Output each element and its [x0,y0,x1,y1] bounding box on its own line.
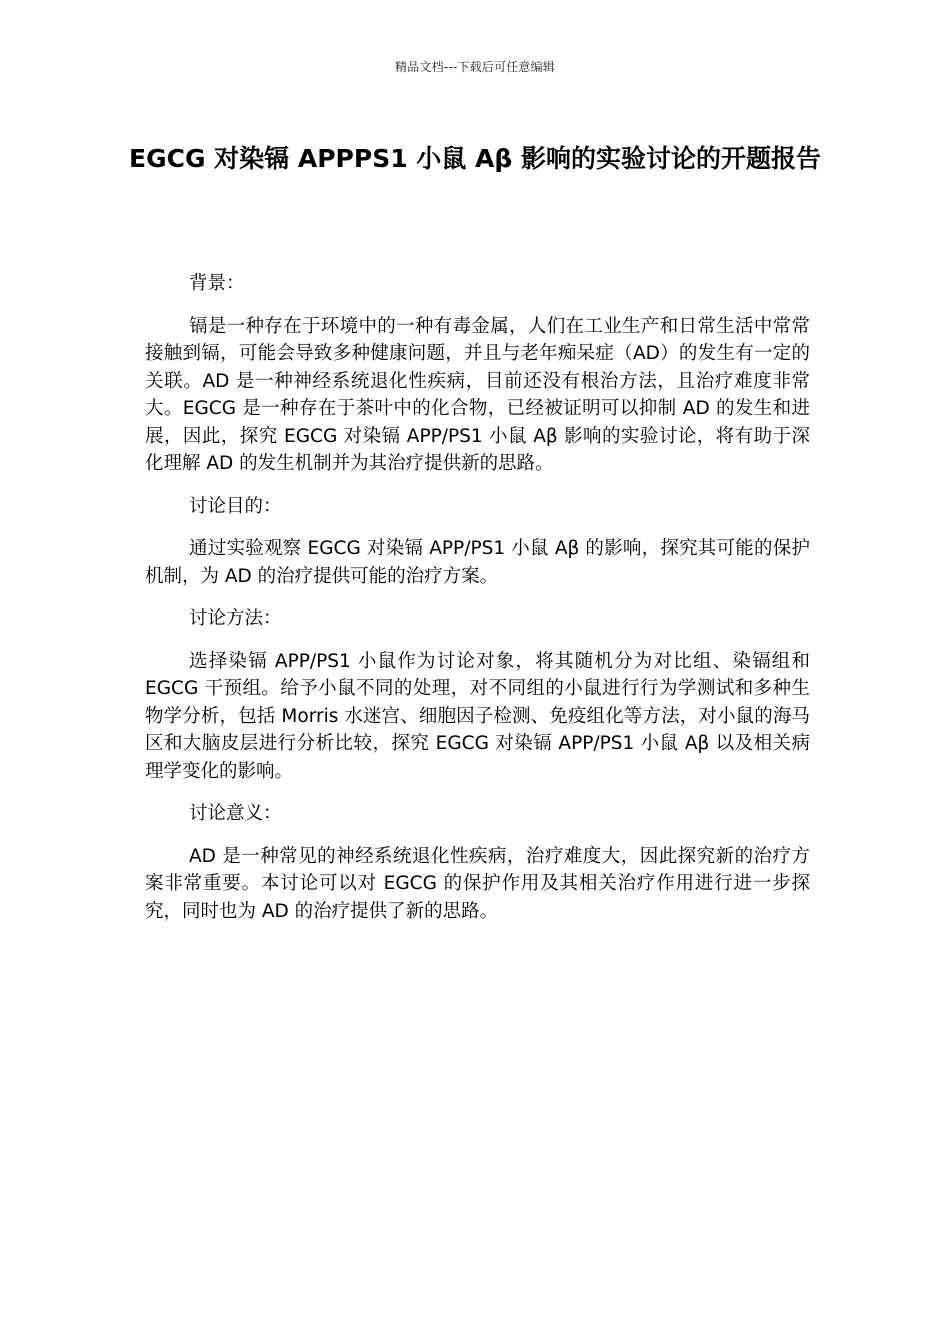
document-title: EGCG 对染镉 APPPS1 小鼠 Aβ 影响的实验讨论的开题报告 [129,144,821,173]
section-paragraph-purpose: 通过实验观察 EGCG 对染镉 APP/PS1 小鼠 Aβ 的影响，探究其可能的保护机制，为 AD 的治疗提供可能的治疗方案。 [145,538,810,587]
document-body [145,270,810,940]
section-paragraph-method: 选择染镉 APP/PS1 小鼠作为讨论对象，将其随机分为对比组、染镉组和 EGCG 干预组。给予小鼠不同的处理，对不同组的小鼠进行行为学测试和多种生物学分析，包括 Morris 水迷宫、细胞因子检测、免疫组化等方法，对小鼠的海马区和大脑皮层进行分析比较，探究 EGCG 对染镉 APP/PS1 小鼠 Aβ 以及相关病理学变化的影响。 [145,650,810,782]
section-heading-method: 讨论方法： [189,608,282,629]
section-heading-background: 背景： [189,273,245,294]
section-paragraph-background: 镉是一种存在于环境中的一种有毒金属，人们在工业生产和日常生活中常常接触到镉，可能会导致多种健康问题，并且与老年痴呆症（AD）的发生有一定的关联。AD 是一种神经系统退化性疾病，目前还没有根治方法，且治疗难度非常大。EGCG 是一种存在于茶叶中的化合物，已经被证明可以抑制 AD 的发生和进展，因此，探究 EGCG 对染镉 APP/PS1 小鼠 Aβ 影响的实验讨论，将有助于深化理解 AD 的发生机制并为其治疗提供新的思路。 [145,315,810,474]
section-heading-significance: 讨论意义： [189,803,282,824]
section-heading-purpose: 讨论目的： [189,495,282,517]
header-note: 精品文档---下载后可任意编辑 [395,60,555,74]
section-paragraph-significance: AD 是一种常见的神经系统退化性疾病，治疗难度大，因此探究新的治疗方案非常重要。本讨论可以对 EGCG 的保护作用及其相关治疗作用进行进一步探究，同时也为 AD 的治疗提供了新的思路。 [145,845,810,922]
